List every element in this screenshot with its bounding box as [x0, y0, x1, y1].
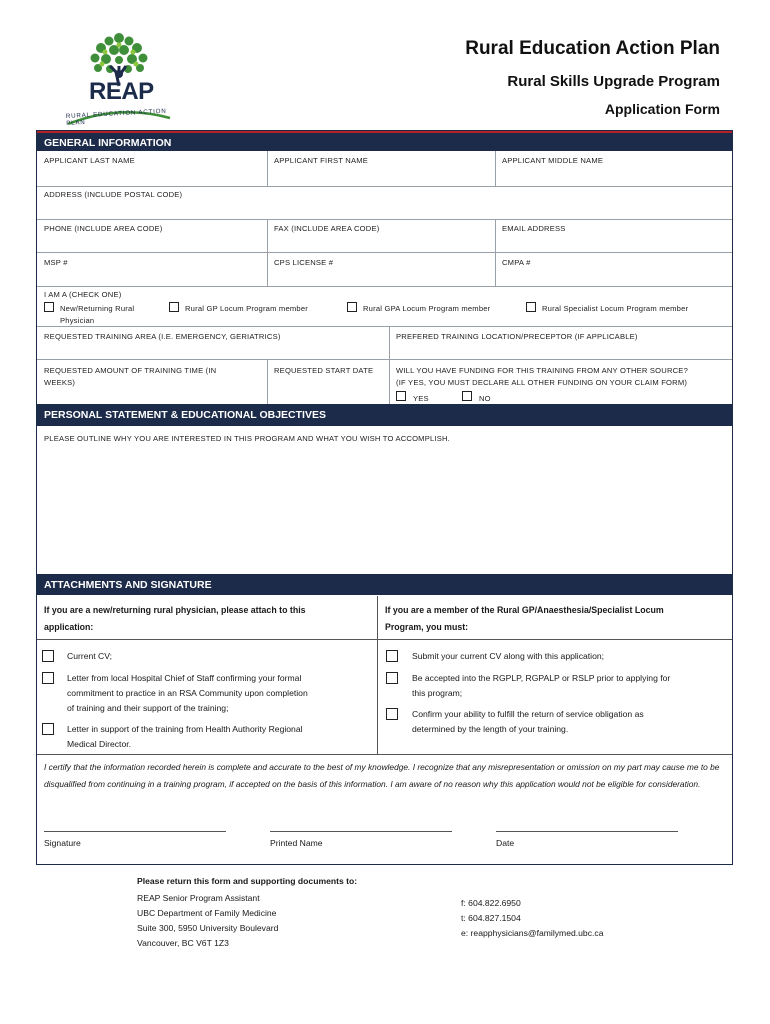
return-service-checkbox[interactable] — [386, 708, 398, 720]
funding-yes-label: YES — [413, 394, 429, 403]
preferred-location-label: PREFERED TRAINING LOCATION/PRECEPTOR (IF APPLICABLE) — [396, 332, 638, 341]
return-address-3: Suite 300, 5950 University Boulevard — [137, 923, 279, 933]
gp-locum-label: Rural GP Locum Program member — [185, 304, 308, 313]
funding-no-label: NO — [479, 394, 491, 403]
reap-logo — [58, 28, 180, 128]
left-attach-heading: If you are a new/returning rural physician, please attach to this — [44, 605, 306, 615]
middle-name-label: APPLICANT MIDDLE NAME — [502, 156, 604, 165]
chief-letter-checkbox[interactable] — [42, 672, 54, 684]
address-label: ADDRESS (INCLUDE POSTAL CODE) — [44, 190, 183, 199]
new-returning-label-2: Physician — [60, 316, 95, 325]
right-item-2-line-2: this program; — [412, 688, 463, 698]
personal-statement-input[interactable] — [37, 447, 732, 573]
submit-cv-checkbox[interactable] — [386, 650, 398, 662]
right-item-3: Confirm your ability to fulfill the return of service obligation as — [412, 709, 644, 719]
form-title: Application Form — [604, 101, 720, 117]
funding-question: WILL YOU HAVE FUNDING FOR THIS TRAINING FROM ANY OTHER SOURCE? — [396, 366, 688, 375]
funding-no-checkbox[interactable] — [462, 391, 472, 401]
return-address-4: Vancouver, BC V6T 1Z3 — [137, 938, 229, 948]
first-name-label: APPLICANT FIRST NAME — [274, 156, 369, 165]
personal-statement-header: PERSONAL STATEMENT & EDUCATIONAL OBJECTIVES — [37, 404, 732, 426]
cmpa-label: CMPA # — [502, 258, 531, 267]
cps-license-label: CPS LICENSE # — [274, 258, 334, 267]
training-area-label: REQUESTED TRAINING AREA (I.E. EMERGENCY, GERIATRICS) — [44, 332, 281, 341]
gpa-locum-checkbox[interactable] — [347, 302, 357, 312]
authority-letter-checkbox[interactable] — [42, 723, 54, 735]
gp-locum-checkbox[interactable] — [169, 302, 179, 312]
return-address-2: UBC Department of Family Medicine — [137, 908, 277, 918]
left-attach-heading-2: application: — [44, 622, 94, 632]
personal-statement-prompt: PLEASE OUTLINE WHY YOU ARE INTERESTED IN THIS PROGRAM AND WHAT YOU WISH TO ACCOMPLISH. — [44, 434, 450, 443]
right-attach-heading: If you are a member of the Rural GP/Anaesthesia/Specialist Locum — [385, 605, 664, 615]
left-item-2-line-3: of training and their support of the training; — [67, 703, 229, 713]
signature-line[interactable] — [44, 831, 226, 832]
current-cv-checkbox[interactable] — [42, 650, 54, 662]
new-returning-checkbox[interactable] — [44, 302, 54, 312]
return-heading: Please return this form and supporting documents to: — [137, 876, 358, 886]
fax-label: FAX (INCLUDE AREA CODE) — [274, 224, 380, 233]
msp-label: MSP # — [44, 258, 68, 267]
gpa-locum-label: Rural GPA Locum Program member — [363, 304, 491, 313]
right-item-1: Submit your current CV along with this application; — [412, 651, 605, 661]
printed-name-line[interactable] — [270, 831, 452, 832]
date-label: Date — [496, 838, 515, 848]
return-fax: f: 604.822.6950 — [461, 898, 521, 908]
specialist-locum-label: Rural Specialist Locum Program member — [542, 304, 689, 313]
right-item-2: Be accepted into the RGPLP, RGPALP or RSLP prior to applying for — [412, 673, 671, 683]
funding-yes-checkbox[interactable] — [396, 391, 406, 401]
logo-arc-text: RURAL EDUCATION ACTION PLAN — [65, 107, 167, 127]
start-date-label: REQUESTED START DATE — [274, 366, 374, 375]
return-tel: t: 604.827.1504 — [461, 913, 521, 923]
left-item-3: Letter in support of the training from Health Authority Regional — [67, 724, 303, 734]
last-name-label: APPLICANT LAST NAME — [44, 156, 135, 165]
left-item-2: Letter from local Hospital Chief of Staff confirming your formal — [67, 673, 302, 683]
right-attach-heading-2: Program, you must: — [385, 622, 469, 632]
general-info-header: GENERAL INFORMATION — [37, 131, 732, 151]
signature-label: Signature — [44, 838, 81, 848]
phone-label: PHONE (INCLUDE AREA CODE) — [44, 224, 163, 233]
left-item-1: Current CV; — [67, 651, 113, 661]
new-returning-label: New/Returning Rural — [60, 304, 135, 313]
date-line[interactable] — [496, 831, 678, 832]
application-form — [36, 130, 733, 865]
funding-note: (IF YES, YOU MUST DECLARE ALL OTHER FUNDING ON YOUR CLAIM FORM) — [396, 378, 688, 387]
attachments-header: ATTACHMENTS AND SIGNATURE — [37, 574, 732, 595]
return-address-1: REAP Senior Program Assistant — [137, 893, 260, 903]
printed-name-label: Printed Name — [270, 838, 323, 848]
training-time-label-2: WEEKS) — [44, 378, 76, 387]
logo-text: REAP — [89, 78, 154, 105]
email-label: EMAIL ADDRESS — [502, 224, 566, 233]
training-time-label: REQUESTED AMOUNT OF TRAINING TIME (IN — [44, 366, 217, 375]
specialist-locum-checkbox[interactable] — [526, 302, 536, 312]
accepted-checkbox[interactable] — [386, 672, 398, 684]
left-item-3-line-2: Medical Director. — [67, 739, 131, 749]
certification-statement: I certify that the information recorded herein is complete and accurate to the best of my knowledge. I recognize that any misrepresentation or omission on my part may cause me to be disqualified from continuing in a training program, if accepted on the basis of this information. I am aware of no reason why this application would not be eligible for consideration. — [44, 762, 720, 789]
left-item-2-line-2: commitment to practice in an RSA Community upon completion — [67, 688, 308, 698]
right-item-3-line-2: determined by the length of your training. — [412, 724, 569, 734]
program-title: Rural Skills Upgrade Program — [507, 73, 720, 90]
i-am-a-label: I AM A (CHECK ONE) — [44, 290, 122, 299]
org-title: Rural Education Action Plan — [465, 38, 720, 59]
return-email[interactable]: e: reapphysicians@familymed.ubc.ca — [461, 928, 604, 938]
